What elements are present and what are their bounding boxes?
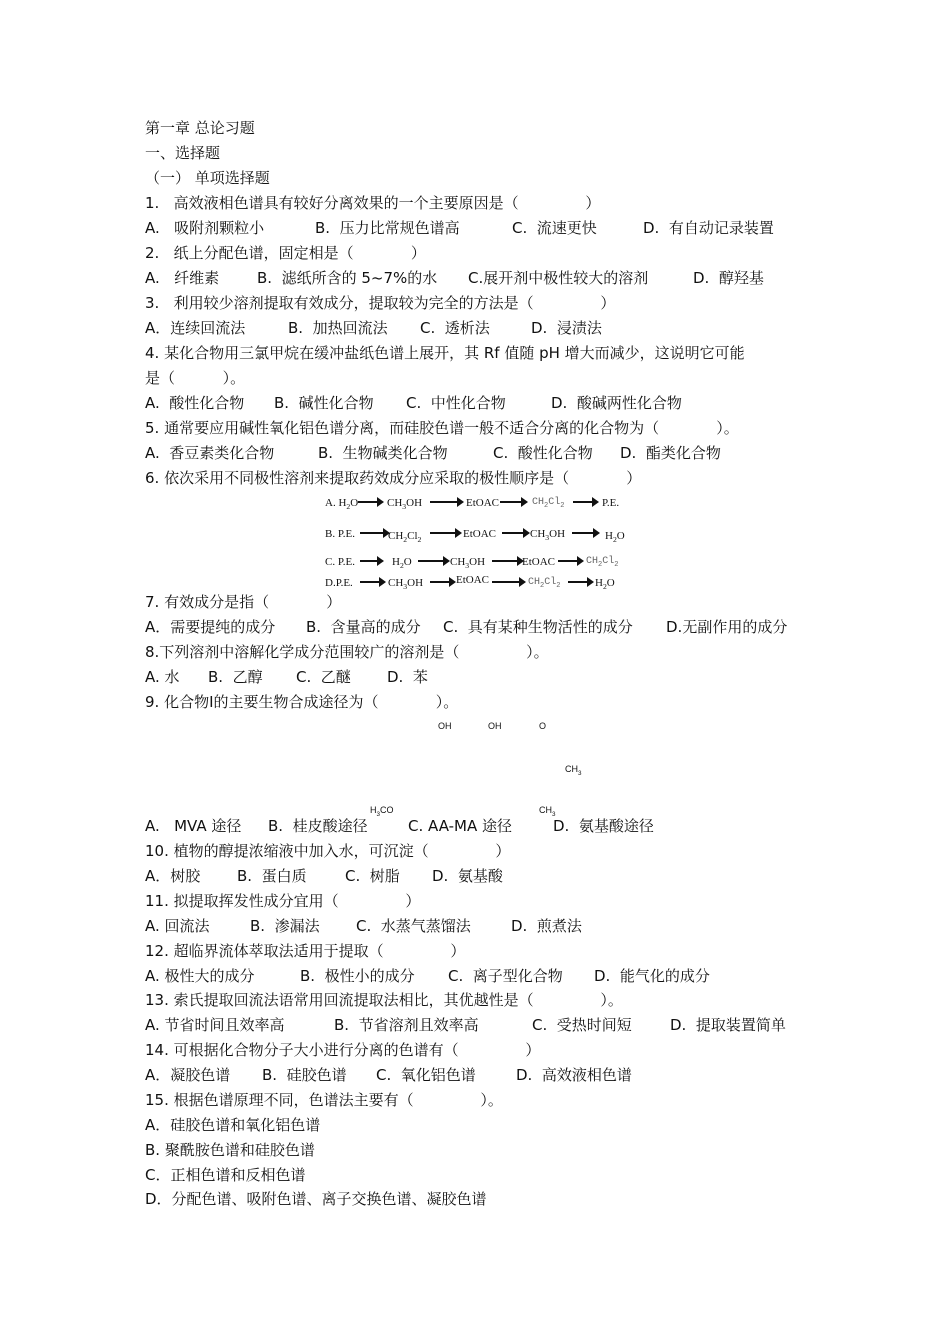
q12-option-d: D. 能气化的成分 <box>594 967 710 985</box>
q2-option-a: A. 纤维素 <box>145 269 220 287</box>
question-9: 9. 化合物Ⅰ的主要生物合成途径为（ ）。 <box>145 693 459 711</box>
q7-option-d: D.无副作用的成分 <box>666 618 788 636</box>
q15-option-d: D．分配色谱、吸附色谱、离子交换色谱、凝胶色谱 <box>145 1190 487 1208</box>
section-heading: 一、选择题 <box>145 144 221 162</box>
question-2: 2. 纸上分配色谱，固定相是（ ） <box>145 244 426 262</box>
q8-option-d: D. 苯 <box>387 668 428 686</box>
q14-option-d: D. 高效液相色谱 <box>516 1066 632 1084</box>
q2-option-b: B. 滤纸所含的 5~7%的水 <box>257 269 438 287</box>
q6-option-d: D.P.E. $CH_3OH$ EtOAC $CH_2Cl_2$ $H_2O$ <box>325 574 615 591</box>
question-11: 11. 拟提取挥发性成分宜用（ ） <box>145 892 421 910</box>
question-14: 14. 可根据化合物分子大小进行分离的色谱有（ ） <box>145 1041 541 1059</box>
q11-option-c: C. 水蒸气蒸馏法 <box>356 917 471 935</box>
q14-option-a: A．凝胶色谱 <box>145 1066 231 1084</box>
question-13: 13. 索氏提取回流法语常用回流提取法相比，其优越性是（ ）。 <box>145 991 623 1009</box>
methyl-label-1: $CH_3$ <box>565 764 582 777</box>
q1-option-a: A. 吸附剂颗粒小 <box>145 219 265 237</box>
q13-option-c: C. 受热时间短 <box>532 1016 632 1034</box>
q3-option-a: A．连续回流法 <box>145 319 246 337</box>
q12-option-b: B. 极性小的成分 <box>300 967 415 985</box>
q4-option-a: A. 酸性化合物 <box>145 394 245 412</box>
q1-option-d: D. 有自动记录装置 <box>643 219 774 237</box>
q7-option-c: C. 具有某种生物活性的成分 <box>443 618 633 636</box>
q11-option-b: B. 渗漏法 <box>250 917 320 935</box>
q6-option-b: B. P.E. $CH_2Cl_2$ EtOAC $CH_3OH$ $H_2O$ <box>325 528 625 544</box>
q9-option-d: D. 氨基酸途径 <box>553 817 654 835</box>
q10-option-d: D. 氨基酸 <box>432 867 503 885</box>
q3-option-c: C. 透析法 <box>420 319 490 337</box>
q1-option-c: C. 流速更快 <box>512 219 597 237</box>
hydroxyl-label-2: OH <box>488 721 502 731</box>
q5-option-d: D. 酯类化合物 <box>620 444 721 462</box>
question-12: 12. 超临界流体萃取法适用于提取（ ） <box>145 942 466 960</box>
q9-option-b: B. 桂皮酸途径 <box>268 817 368 835</box>
hydroxyl-label-1: OH <box>438 721 452 731</box>
q4-option-b: B. 碱性化合物 <box>274 394 374 412</box>
q11-option-d: D. 煎煮法 <box>511 917 582 935</box>
subsection-heading: （一） 单项选择题 <box>145 169 270 187</box>
question-4: 4. 某化合物用三氯甲烷在缓冲盐纸色谱上展开，其 Rf 值随 pH 增大而减少，这说明它可能 <box>145 344 745 362</box>
q8-option-c: C. 乙醚 <box>296 668 351 686</box>
q5-option-b: B. 生物碱类化合物 <box>318 444 448 462</box>
q10-option-b: B. 蛋白质 <box>237 867 307 885</box>
q7-option-b: B. 含量高的成分 <box>306 618 421 636</box>
q5-option-c: C. 酸性化合物 <box>493 444 593 462</box>
q12-option-a: A. 极性大的成分 <box>145 967 255 985</box>
question-10: 10. 植物的醇提浓缩液中加入水，可沉淀（ ） <box>145 842 511 860</box>
q2-option-c: C.展开剂中极性较大的溶剂 <box>468 269 649 287</box>
methyl-label-2: $CH_3$ <box>539 805 556 818</box>
q2-option-d: D. 醇羟基 <box>693 269 764 287</box>
q15-option-a: A．硅胶色谱和氧化铝色谱 <box>145 1116 321 1134</box>
q3-option-d: D. 浸渍法 <box>531 319 602 337</box>
q13-option-a: A. 节省时间且效率高 <box>145 1016 285 1034</box>
q3-option-b: B. 加热回流法 <box>288 319 388 337</box>
q13-option-d: D. 提取装置简单 <box>670 1016 786 1034</box>
q10-option-c: C. 树脂 <box>345 867 400 885</box>
question-1: 1. 高效液相色谱具有较好分离效果的一个主要原因是（ ） <box>145 194 601 212</box>
chapter-title: 第一章 总论习题 <box>145 119 255 137</box>
question-5: 5. 通常要应用碱性氧化铝色谱分离，而硅胶色谱一般不适合分离的化合物为（ ）。 <box>145 419 739 437</box>
q1-option-b: B. 压力比常规色谱高 <box>315 219 460 237</box>
q6-option-c: C. P.E. $H_2O$ $CH_3OH$ EtOAC $CH_2Cl_2$ <box>325 556 619 570</box>
q4-option-d: D. 酸碱两性化合物 <box>551 394 682 412</box>
q4-option-c: C. 中性化合物 <box>406 394 506 412</box>
question-15: 15. 根据色谱原理不同，色谱法主要有（ ）。 <box>145 1091 503 1109</box>
q8-option-b: B. 乙醇 <box>208 668 263 686</box>
q5-option-a: A. 香豆素类化合物 <box>145 444 275 462</box>
q6-option-a: A. $H_2O$ $CH_3OH$ EtOAC $CH_2Cl_2$ P.E. <box>325 497 620 511</box>
carbonyl-oxygen-label: O <box>539 721 547 731</box>
q14-option-b: B. 硅胶色谱 <box>262 1066 347 1084</box>
q15-option-b: B. 聚酰胺色谱和硅胶色谱 <box>145 1141 315 1159</box>
q15-option-c: C．正相色谱和反相色谱 <box>145 1166 306 1184</box>
q10-option-a: A．树胶 <box>145 867 201 885</box>
question-3: 3. 利用较少溶剂提取有效成分，提取较为完全的方法是（ ） <box>145 294 616 312</box>
question-7: 7. 有效成分是指（ ） <box>145 593 342 611</box>
question-8: 8.下列溶剂中溶解化学成分范围较广的溶剂是（ ）。 <box>145 643 549 661</box>
q9-option-c: C. AA-MA 途径 <box>408 817 513 835</box>
question-6: 6. 依次采用不同极性溶剂来提取药效成分应采取的极性顺序是（ ） <box>145 469 642 487</box>
q13-option-b: B. 节省溶剂且效率高 <box>334 1016 479 1034</box>
q8-option-a: A. 水 <box>145 668 180 686</box>
question-4-cont: 是（ ）。 <box>145 369 246 387</box>
q9-option-a: A. MVA 途径 <box>145 817 242 835</box>
q14-option-c: C. 氧化铝色谱 <box>376 1066 476 1084</box>
q11-option-a: A. 回流法 <box>145 917 210 935</box>
q7-option-a: A．需要提纯的成分 <box>145 618 276 636</box>
q12-option-c: C. 离子型化合物 <box>448 967 563 985</box>
methoxy-label: $H_3CO$ <box>370 805 394 818</box>
